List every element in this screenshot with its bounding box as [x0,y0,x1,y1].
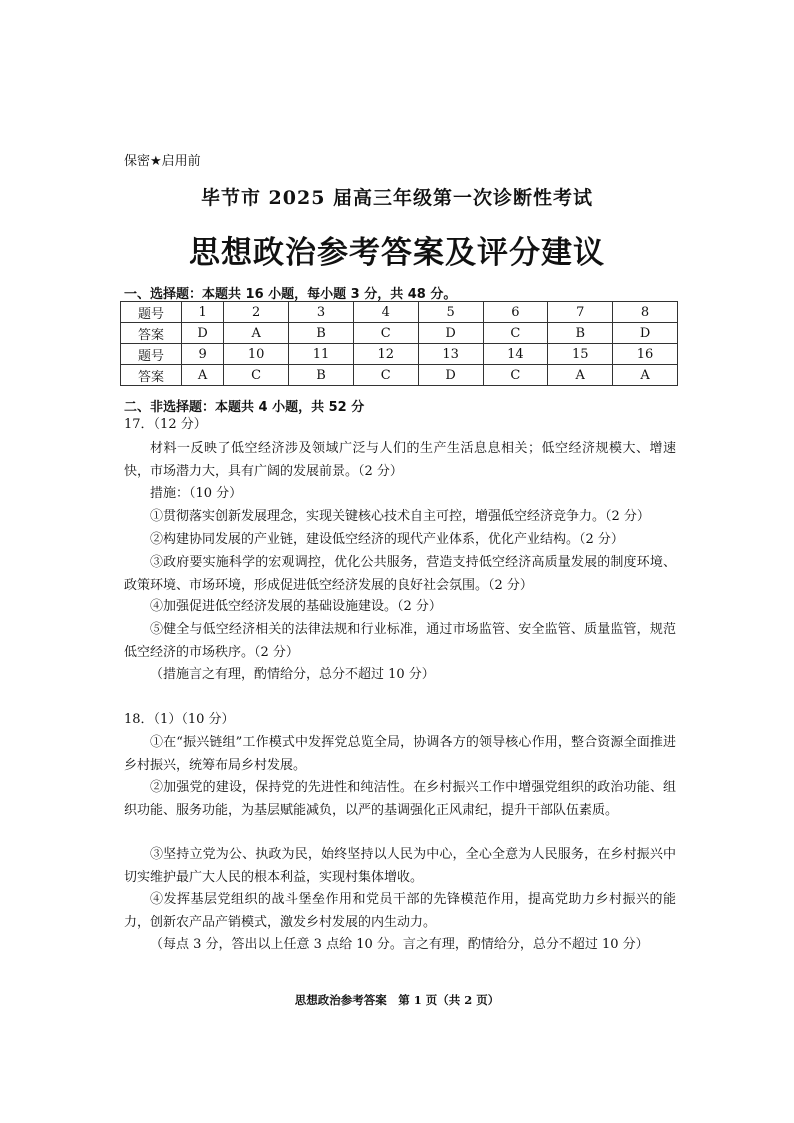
table-cell: 12 [353,344,418,365]
table-cell: 8 [613,302,678,323]
section-heading-nonchoice: 二、非选择题：本题共 4 小题，共 52 分 [124,400,365,415]
question-17-number: 17．（12 分） [124,417,207,432]
table-cell: 1 [182,302,224,323]
question-17-measures-label: 措施：（10 分） [150,486,243,501]
question-18-point-2: ②加强党的建设，保持党的先进性和纯洁性。在乡村振兴工作中增强党组织的政治功能、组织功能、服务功能，为基层赋能减负，以严的基调强化正风肃纪，提升干部队伍素质。 [124,780,676,818]
table-cell: 4 [353,302,418,323]
section-heading-choice: 一、选择题：本题共 16 小题，每小题 3 分，共 48 分。 [124,287,457,302]
table-cell: 9 [182,344,224,365]
table-cell: 15 [548,344,613,365]
table-cell: D [418,365,483,386]
table-cell: B [548,323,613,344]
table-cell: C [353,323,418,344]
table-cell: 答案 [121,323,182,344]
table-cell: A [182,365,224,386]
table-cell: 3 [289,302,354,323]
page-title: 思想政治参考答案及评分建议 [189,235,605,271]
table-cell: A [224,323,289,344]
table-cell: B [289,365,354,386]
table-cell: 答案 [121,365,182,386]
table-cell: 11 [289,344,354,365]
question-17-measure-4: ④加强促进低空经济发展的基础设施建设。（2 分） [150,599,442,614]
table-cell: 16 [613,344,678,365]
question-18-point-4: ④发挥基层党组织的战斗堡垒作用和党员干部的先锋模范作用，提高党助力乡村振兴的能力，创新农产品产销模式，激发乡村发展的内生动力。 [124,892,676,930]
question-18-number: 18．（1）（10 分） [124,712,235,727]
table-cell: 7 [548,302,613,323]
answer-table [120,301,678,386]
table-cell: 2 [224,302,289,323]
question-17-measure-2: ②构建协同发展的产业链，建设低空经济的现代产业体系，优化产业结构。（2 分） [150,532,624,547]
table-row [121,365,678,386]
question-17-measure-5: ⑤健全与低空经济相关的法律法规和行业标准，通过市场监管、安全监管、质量监管，规范低空经济的市场秩序。（2 分） [124,622,676,660]
question-18-note: （每点 3 分，答出以上任意 3 点给 10 分。言之有理，酌情给分，总分不超过 10 分） [150,937,649,952]
secret-label: 保密★启用前 [124,154,201,169]
table-cell: 题号 [121,344,182,365]
table-cell: C [483,323,548,344]
table-cell: A [613,365,678,386]
question-18-point-3: ③坚持立党为公、执政为民，始终坚持以人民为中心，全心全意为人民服务，在乡村振兴中切实维护最广大人民的根本利益，实现村集体增收。 [124,847,676,885]
question-17-measure-3: ③政府要实施科学的宏观调控，优化公共服务，营造支持低空经济高质量发展的制度环境、政策环境、市场环境，形成促进低空经济发展的良好社会氛围。（2 分） [124,555,676,593]
table-cell: 题号 [121,302,182,323]
table-row [121,302,678,323]
table-cell: C [224,365,289,386]
table-row [121,344,678,365]
question-17-paragraph: 材料一反映了低空经济涉及领域广泛与人们的生产生活息息相关；低空经济规模大、增速快，市场潜力大，具有广阔的发展前景。（2 分） [124,441,676,479]
table-cell: C [483,365,548,386]
table-cell: 5 [418,302,483,323]
table-cell: 13 [418,344,483,365]
table-cell: 10 [224,344,289,365]
table-cell: 6 [483,302,548,323]
exam-title: 毕节市 2025 届高三年级第一次诊断性考试 [200,187,594,209]
table-cell: A [548,365,613,386]
question-17-measure-1: ①贯彻落实创新发展理念，实现关键核心技术自主可控，增强低空经济竞争力。（2 分） [150,509,650,524]
table-cell: D [418,323,483,344]
table-row [121,323,678,344]
table-cell: B [289,323,354,344]
table-cell: D [613,323,678,344]
table-cell: 14 [483,344,548,365]
page-footer: 思想政治参考答案 第 1 页（共 2 页） [294,993,500,1007]
table-cell: D [182,323,224,344]
question-17-note: （措施言之有理，酌情给分，总分不超过 10 分） [150,667,435,682]
table-cell: C [353,365,418,386]
question-18-point-1: ①在“振兴链组”工作模式中发挥党总览全局，协调各方的领导核心作用，整合资源全面推进乡村振兴，统筹布局乡村发展。 [124,735,676,773]
